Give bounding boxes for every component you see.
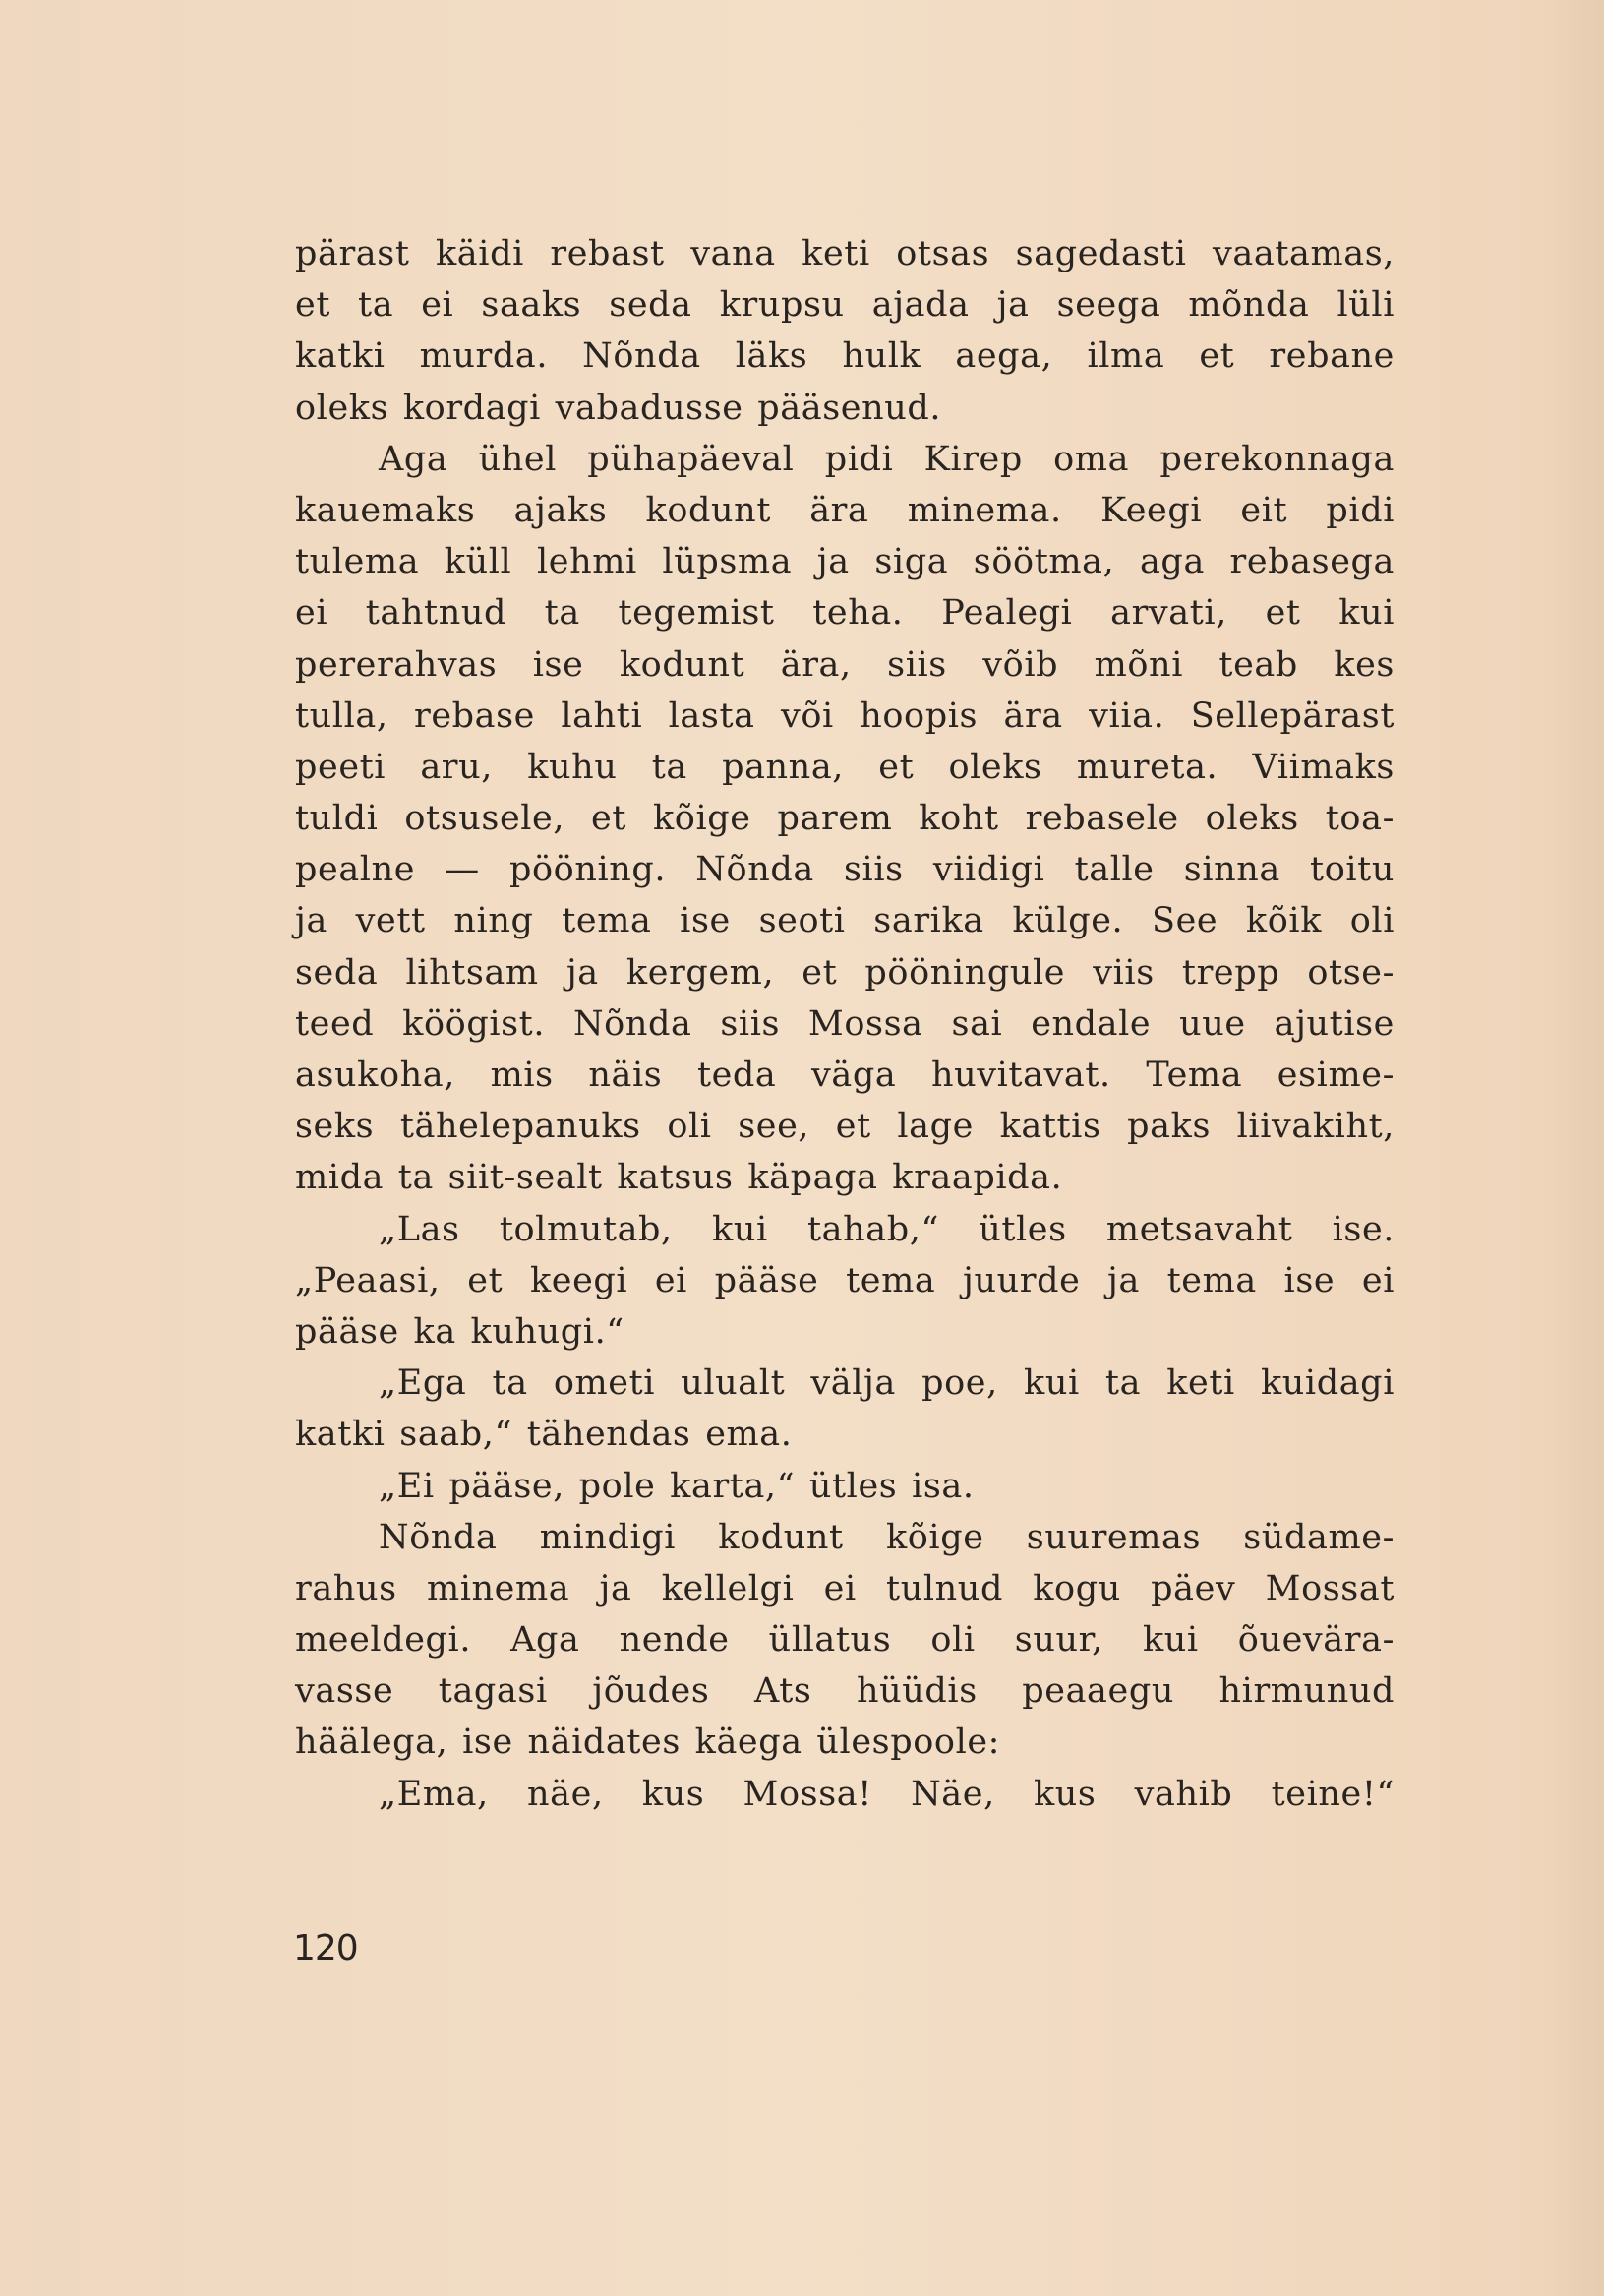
text-line: peeti aru, kuhu ta panna, et oleks mureta. Viimaks	[295, 747, 1395, 787]
text-line: seks tähelepanuks oli see, et lage kattis paks liivakiht,	[295, 1107, 1395, 1147]
text-line: rahus minema ja kellelgi ei tulnud kogu päev Mossat	[295, 1568, 1395, 1608]
text-line: pealne — pööning. Nõnda siis viidigi talle sinna toitu	[295, 850, 1395, 890]
text-line: mida ta siit-sealt katsus käpaga kraapida.	[295, 1158, 1063, 1198]
text-line: seda lihtsam ja kergem, et pööningule viis trepp otse-	[295, 952, 1395, 993]
text-line: „Peaasi, et keegi ei pääse tema juurde ja tema ise ei	[295, 1260, 1395, 1300]
text-line: asukoha, mis näis teda väga huvitavat. Tema esime-	[295, 1056, 1395, 1095]
text-line: pääse ka kuhugi.“	[295, 1311, 624, 1352]
text-line: tuldi otsusele, et kõige parem koht rebasele oleks toa-	[295, 799, 1395, 839]
text-line: kauemaks ajaks kodunt ära minema. Keegi eit pidi	[295, 490, 1395, 530]
text-line: et ta ei saaks seda krupsu ajada ja seega mõnda lüli	[295, 285, 1395, 326]
text-line: teed köögist. Nõnda siis Mossa sai endale uue ajutise	[295, 1003, 1395, 1044]
text-line: vasse tagasi jõudes Ats hüüdis peaaegu hirmunud	[295, 1671, 1395, 1712]
text-line: „Ega ta ometi ulualt välja poe, kui ta keti kuidagi	[379, 1363, 1395, 1404]
text-line: häälega, ise näidates käega ülespoole:	[295, 1722, 1001, 1763]
text-line: pärast käidi rebast vana keti otsas sagedasti vaatamas,	[295, 234, 1395, 273]
text-line: katki saab,“ tähendas ema.	[295, 1415, 793, 1455]
text-line: oleks kordagi vabadusse pääsenud.	[295, 388, 942, 428]
text-line: ei tahtnud ta tegemist teha. Pealegi arvati, et kui	[295, 593, 1395, 634]
text-line: pererahvas ise kodunt ära, siis võib mõni teab kes	[295, 644, 1395, 685]
text-line: „Ema, näe, kus Mossa! Näe, kus vahib teine!“	[379, 1774, 1395, 1814]
text-line: tulla, rebase lahti lasta või hoopis ära viia. Sellepärast	[295, 695, 1395, 736]
text-line: Aga ühel pühapäeval pidi Kirep oma perekonnaga	[379, 439, 1395, 479]
text-line: ja vett ning tema ise seoti sarika külge. See kõik oli	[295, 901, 1395, 941]
text-line: meeldegi. Aga nende üllatus oli suur, kui õuevära-	[295, 1620, 1395, 1661]
text-line: „Ei pääse, pole karta,“ ütles isa.	[379, 1466, 975, 1506]
text-line: Nõnda mindigi kodunt kõige suuremas südame-	[379, 1517, 1395, 1557]
text-line: „Las tolmutab, kui tahab,“ ütles metsavaht ise.	[379, 1209, 1395, 1249]
text-line: tulema küll lehmi lüpsma ja siga söötma, aga rebasega	[295, 542, 1395, 582]
page-number: 120	[293, 1928, 358, 1968]
body-text	[295, 228, 1395, 1820]
text-line: katki murda. Nõnda läks hulk aega, ilma et rebane	[295, 336, 1395, 377]
